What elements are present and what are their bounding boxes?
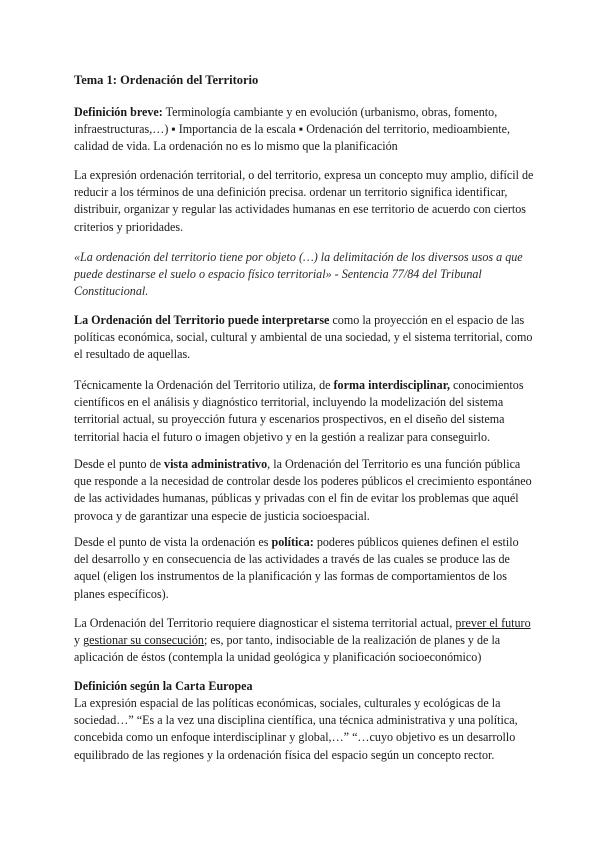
interpretarse-text: como la proyección en el espacio de las políticas económica, social, cultural y ambiental de una sociedad, y el sistema territorial, como el resultado de aquellas. [74,313,533,362]
interpretarse-bold: La Ordenación del Territorio puede interpretarse [74,313,330,327]
paragraph-carta-europea: La expresión espacial de las políticas económicas, sociales, culturales y ecológicas de la sociedad…” “Es a la vez una disciplina científica, una técnica administrativa y una política, concebida como un enfoque interdisciplinar y global,…” “…cuyo objetivo es un desarrollo equilibrado de las regiones y la ordenación física del espacio según un concepto rector. [74,696,518,762]
paragraph-politica [74,534,534,603]
document-title: Tema 1: Ordenación del Territorio [74,73,259,87]
diagnosticar-before: La Ordenación del Territorio requiere diagnosticar el sistema territorial actual, [74,616,456,630]
politica-before: Desde el punto de vista la ordenación es [74,535,272,549]
gestionar-consecucion-underlined: gestionar su consecución [83,633,204,648]
administrativo-bold: vista administrativo [164,457,268,471]
paragraph-interpretarse [74,312,534,364]
diagnosticar-after: ; es, por tanto, indisociable de la realización de planes y de la aplicación de éstos (contempla la unidad geológica y planificación socioeconómico) [74,633,501,665]
administrativo-after: , la Ordenación del Territorio es una función pública que responde a la necesidad de controlar desde los poderes públicos el crecimiento espontáneo de las actividades humanas, públicas y privadas con el fin de evitar los problemas que aquél provoca y de garantizar una especie de justicia socioespacial. [74,457,532,523]
paragraph-tecnicamente [74,377,534,446]
definicion-breve-text: Terminología cambiante y en evolución (urbanismo, obras, fomento, infraestructuras,…) ▪ Importancia de la escala ▪ Ordenación del territorio, medioambiente, calidad de vida. La ordenación no es lo mismo que la planificación [74,105,511,154]
politica-bold: política: [271,535,314,549]
paragraph-diagnosticar [74,615,534,667]
definicion-breve-label: Definición breve: [74,105,163,119]
administrativo-before: Desde el punto de [74,457,165,471]
paragraph-expresion: La expresión ordenación territorial, o del territorio, expresa un concepto muy amplio, difícil de reducir a los términos de una definición precisa. ordenar un territorio significa identificar, distribuir, organizar y regular las actividades humanas en ese territorio de acuerdo con ciertos criterios y prioridades. [74,168,534,234]
tecnicamente-after: conocimientos científicos en el análisis y diagnóstico territorial, incluyendo la modelización del sistema territorial actual, su proyección futura y escenarios prospectivos, en el diseño del sistema territorial hacia el futuro o imagen objetivo y en la gestión a realizar para conseguirlo. [74,378,524,444]
tecnicamente-bold: forma interdisciplinar, [333,378,450,392]
quote-sentencia: «La ordenación del territorio tiene por objeto (…) la delimitación de los diversos usos a que puede destinarse el suelo o espacio físico territorial» - Sentencia 77/84 del Tribunal Constitucional. [74,250,523,299]
politica-after: poderes públicos quienes definen el estilo del desarrollo y en consecuencia de las actividades a través de las cuales se produce las de aquel (eligen los instrumentos de la planificación y las formas de comportamientos de los planes específicos). [74,535,519,601]
paragraph-administrativo [74,456,534,525]
tecnicamente-before: Técnicamente la Ordenación del Territorio utiliza, de [74,378,334,392]
paragraph-definicion-breve [74,104,534,156]
carta-europea-heading: Definición según la Carta Europea [74,679,253,693]
diagnosticar-mid: y [74,633,84,648]
prever-futuro-underlined: prever el futuro [455,616,531,630]
